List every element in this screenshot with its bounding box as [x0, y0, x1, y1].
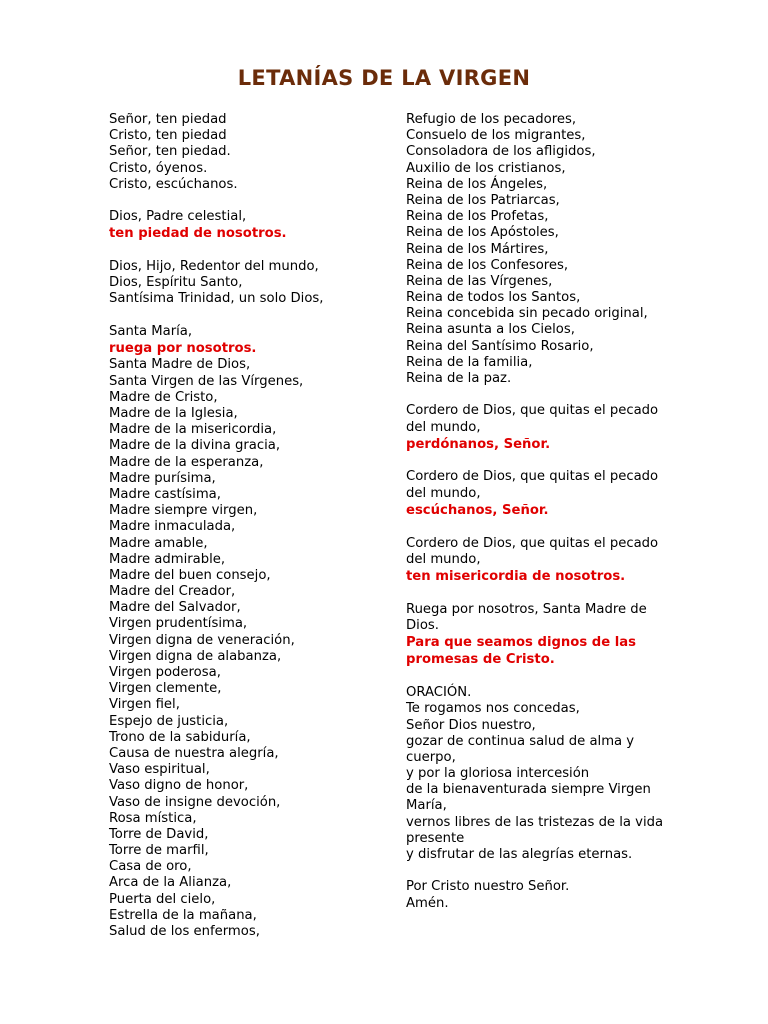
invocation-line: Madre amable,	[109, 535, 208, 551]
invocation-line: Madre siempre virgen,	[109, 503, 258, 519]
litany-block	[406, 685, 666, 863]
invocation-line: Vaso de insigne devoción,	[109, 794, 281, 810]
invocation-line: Vaso espiritual,	[109, 762, 210, 778]
invocation-line: Ruega por nosotros, Santa Madre de	[406, 601, 647, 617]
left-column	[109, 112, 389, 956]
invocation-line: Madre de la Iglesia,	[109, 406, 238, 421]
invocation-line: Reina asunta a los Cielos,	[406, 322, 575, 338]
invocation-line: Madre del Creador,	[109, 584, 236, 600]
invocation-line: Torre de David,	[109, 826, 209, 842]
invocation-line: del mundo,	[406, 485, 481, 501]
invocation-line: vernos libres de las tristezas de la vida	[406, 814, 664, 830]
response-line: escúchanos, Señor.	[406, 502, 549, 518]
invocation-line: ORACIÓN.	[406, 685, 472, 701]
litany-block	[109, 209, 389, 243]
response-line: ten piedad de nosotros.	[109, 226, 287, 242]
litany-block	[406, 536, 666, 586]
invocation-line: Reina de los Ángeles,	[406, 176, 548, 192]
invocation-line: Madre del buen consejo,	[109, 567, 271, 583]
litany-block	[109, 324, 389, 940]
invocation-line: María,	[406, 798, 447, 814]
response-line: ten misericordia de nosotros.	[406, 568, 626, 584]
invocation-line: Reina de los Apóstoles,	[406, 225, 559, 241]
invocation-line: Madre de la esperanza,	[109, 454, 264, 470]
invocation-line: Virgen clemente,	[109, 681, 222, 697]
right-column	[406, 112, 666, 928]
response-line: Para que seamos dignos de las	[406, 634, 637, 650]
invocation-line: Reina de los Confesores,	[406, 257, 569, 273]
invocation-line: Reina de la paz.	[406, 371, 512, 386]
invocation-line: Por Cristo nuestro Señor.	[406, 879, 570, 895]
invocation-line: Estrella de la mañana,	[109, 907, 257, 923]
invocation-line: presente	[406, 830, 465, 846]
invocation-line: Madre admirable,	[109, 551, 226, 567]
litany-block	[109, 112, 389, 193]
litany-block	[406, 469, 666, 519]
page-title: LETANÍAS DE LA VIRGEN	[237, 66, 531, 90]
invocation-line: Virgen poderosa,	[109, 665, 221, 680]
invocation-line: Cordero de Dios, que quitas el pecado	[406, 403, 659, 419]
invocation-line: Virgen prudentísima,	[109, 616, 248, 632]
invocation-line: Casa de oro,	[109, 859, 192, 875]
invocation-line: Virgen digna de veneración,	[109, 632, 295, 648]
invocation-line: Trono de la sabiduría,	[109, 729, 251, 745]
invocation-line: Cordero de Dios, que quitas el pecado	[406, 469, 659, 485]
invocation-line: Santísima Trinidad, un solo Dios,	[109, 291, 324, 307]
litany-block	[406, 403, 666, 453]
invocation-line: Reina de los Patriarcas,	[406, 192, 560, 208]
invocation-line: y por la gloriosa intercesión	[406, 766, 590, 782]
invocation-line: cuerpo,	[406, 749, 456, 765]
response-line: promesas de Cristo.	[406, 652, 555, 668]
invocation-line: Reina del Santísimo Rosario,	[406, 338, 594, 354]
invocation-line: Señor Dios nuestro,	[406, 717, 536, 733]
invocation-line: Salud de los enfermos,	[109, 924, 260, 939]
litany-block	[406, 879, 666, 911]
invocation-line: Reina concebida sin pecado original,	[406, 306, 648, 322]
invocation-line: de la bienaventurada siempre Virgen	[406, 782, 651, 798]
invocation-line: Amén.	[406, 895, 449, 911]
invocation-line: Reina de la familia,	[406, 354, 533, 370]
invocation-line: y disfrutar de las alegrías eternas.	[406, 847, 633, 862]
invocation-line: del mundo,	[406, 419, 481, 435]
invocation-line: Santa Madre de Dios,	[109, 357, 251, 373]
response-line: perdónanos, Señor.	[406, 436, 551, 452]
invocation-line: Causa de nuestra alegría,	[109, 745, 279, 761]
invocation-line: Madre de Cristo,	[109, 389, 218, 405]
invocation-line: Consoladora de los afligidos,	[406, 144, 596, 160]
invocation-line: Puerta del cielo,	[109, 891, 216, 907]
invocation-line: Dios, Hijo, Redentor del mundo,	[109, 259, 319, 274]
invocation-line: Madre de la misericordia,	[109, 422, 277, 438]
invocation-line: Auxilio de los cristianos,	[406, 160, 566, 176]
invocation-line: Refugio de los pecadores,	[406, 112, 577, 127]
invocation-line: Arca de la Alianza,	[109, 875, 232, 891]
invocation-line: Rosa mística,	[109, 810, 197, 826]
invocation-line: Reina de todos los Santos,	[406, 290, 581, 306]
invocation-line: Reina de los Mártires,	[406, 241, 549, 257]
invocation-line: Vaso digno de honor,	[109, 778, 249, 794]
invocation-line: Virgen digna de alabanza,	[109, 648, 282, 664]
invocation-line: Madre de la divina gracia,	[109, 438, 281, 454]
invocation-line: Madre del Salvador,	[109, 600, 241, 616]
invocation-line: gozar de continua salud de alma y	[406, 733, 635, 749]
invocation-line: Santa Virgen de las Vírgenes,	[109, 373, 304, 389]
invocation-line: Cordero de Dios, que quitas el pecado	[406, 535, 659, 551]
invocation-line: Santa María,	[109, 323, 193, 339]
invocation-line: Dios.	[406, 617, 439, 633]
litany-block	[109, 259, 389, 308]
invocation-line: Cristo, ten piedad	[109, 128, 227, 144]
invocation-line: Reina de las Vírgenes,	[406, 273, 553, 289]
litany-block	[406, 112, 666, 387]
invocation-line: Te rogamos nos concedas,	[406, 701, 580, 717]
response-line: ruega por nosotros.	[109, 340, 257, 356]
invocation-line: Consuelo de los migrantes,	[406, 128, 586, 144]
invocation-line: del mundo,	[406, 551, 481, 567]
invocation-line: Torre de marfil,	[109, 843, 209, 859]
invocation-line: Señor, ten piedad.	[109, 144, 231, 160]
invocation-line: Virgen fiel,	[109, 697, 180, 713]
invocation-line: Cristo, escúchanos.	[109, 176, 238, 192]
invocation-line: Reina de los Profetas,	[406, 209, 549, 225]
invocation-line: Dios, Espíritu Santo,	[109, 275, 243, 291]
invocation-line: Madre inmaculada,	[109, 519, 236, 535]
litany-block	[406, 602, 666, 669]
invocation-line: Madre purísima,	[109, 470, 216, 486]
invocation-line: Cristo, óyenos.	[109, 160, 208, 176]
invocation-line: Dios, Padre celestial,	[109, 209, 247, 225]
invocation-line: Madre castísima,	[109, 486, 221, 502]
invocation-line: Señor, ten piedad	[109, 112, 227, 127]
invocation-line: Espejo de justicia,	[109, 713, 229, 729]
